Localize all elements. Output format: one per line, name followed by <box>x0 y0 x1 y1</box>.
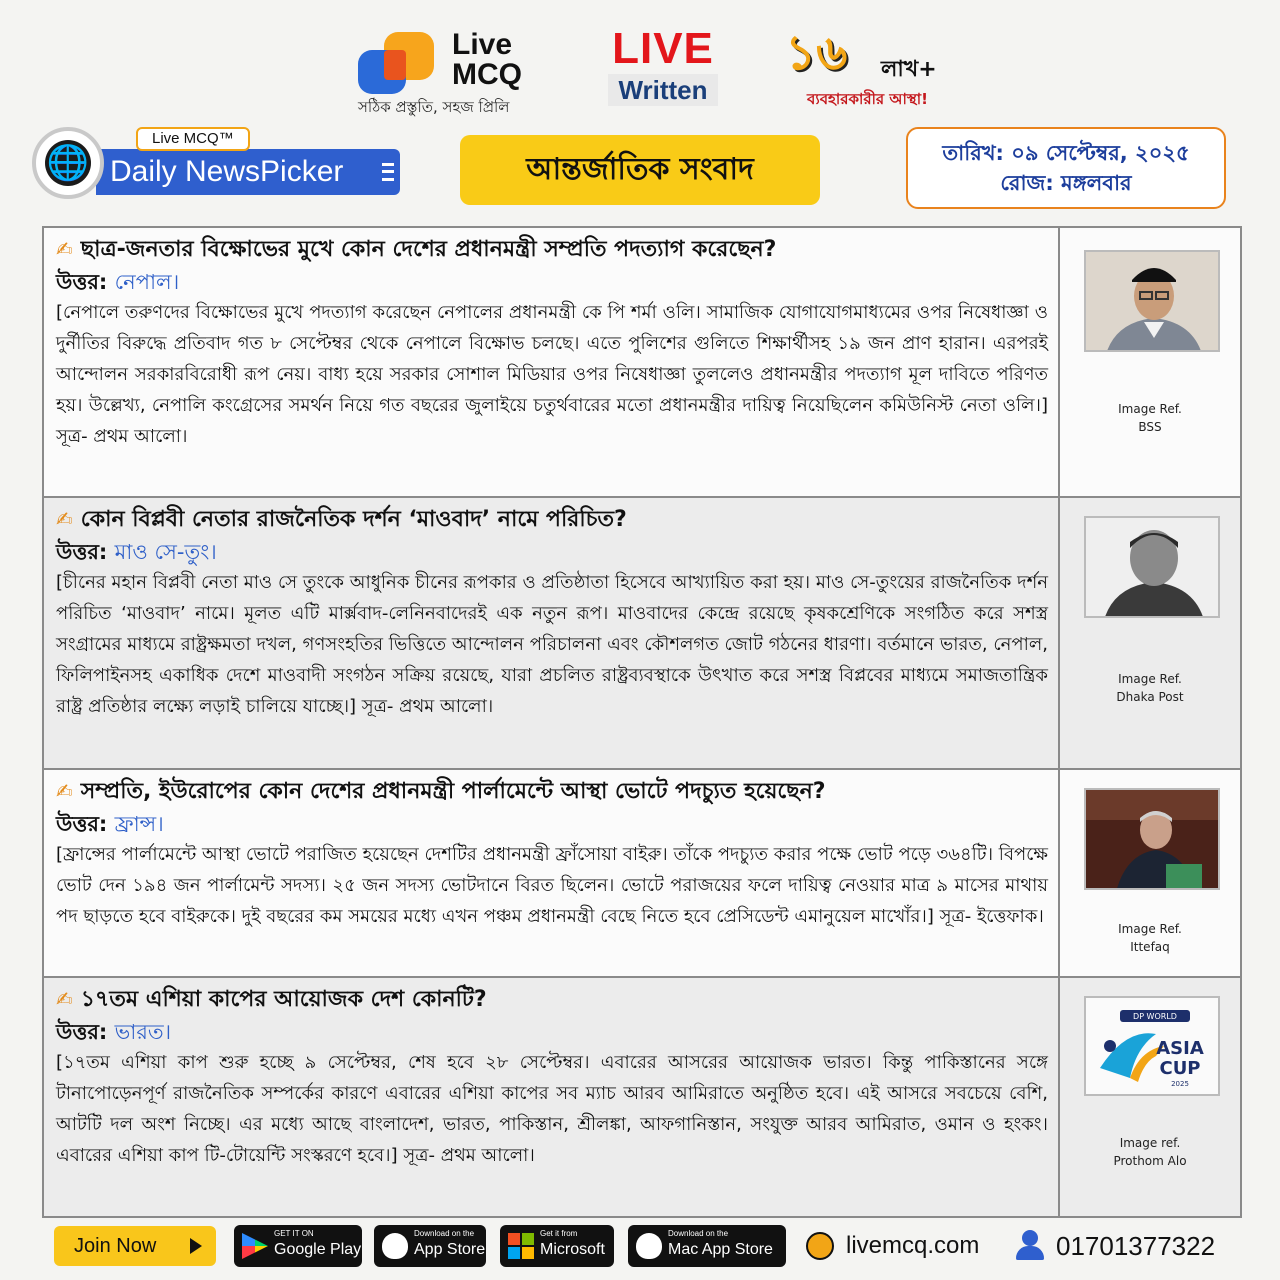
users-caption: ব্যবহারকারীর আস্থা! <box>807 90 929 108</box>
brand-tagline: সঠিক প্রস্তুতি, সহজ প্রিলি <box>358 98 510 116</box>
image-ref: Image ref. Prothom Alo <box>1113 1136 1187 1168</box>
image-ref: Image Ref. Dhaka Post <box>1116 672 1184 704</box>
detail-text: [১৭তম এশিয়া কাপ শুরু হচ্ছে ৯ সেপ্টেম্বর, শেষ হবে ২৮ সেপ্টেম্বর। এবারের আসরের আয়োজক ভারত। কিন্তু পাকিস্তানের সঙ্গে টানাপোড়েনপূর্ণ রাজনৈতিক সম্পর্কের কারণে এবারের এশিয়া কাপের সব ম্যাচ আরব আমিরাতে অনুষ্ঠিত হবে। এই আসরে সবচেয়ে বেশি, আটটি দল অংশ নিচ্ছে। এর মধ্যে আছে বাংলাদেশ, ভারত, পাকিস্তান, শ্রীলঙ্কা, আফগানিস্তান, সংযুক্ত আরব আমিরাত, ওমান ও হংকং। এবারের এশিয়া কাপ টি-টোয়েন্টি সংস্করণে হবে।] সূত্র- প্রথম আলো। <box>56 1052 1048 1166</box>
writing-hand-icon: ✍ <box>56 779 73 803</box>
news-photo <box>1084 250 1220 352</box>
users-badge <box>785 24 937 108</box>
question: ✍ কোন বিপ্লবী নেতার রাজনৈতিক দর্শন ‘মাওবাদ’ নামে পরিচিত? <box>56 502 1048 537</box>
users-unit: লাখ+ <box>881 57 937 82</box>
answer-value: নেপাল। <box>114 270 180 294</box>
answer: উত্তর: মাও সে-তুং। <box>56 540 217 564</box>
news-item <box>44 228 1240 498</box>
writing-hand-icon: ✍ <box>56 987 73 1011</box>
written-label: Written <box>608 74 718 106</box>
writing-hand-icon: ✍ <box>56 237 73 261</box>
image-cell <box>1060 498 1240 768</box>
footer <box>0 1222 1280 1272</box>
news-item <box>44 498 1240 770</box>
news-text-cell <box>44 770 1060 976</box>
svg-text:CUP: CUP <box>1159 1058 1201 1079</box>
date-line: তারিখ: ০৯ সেপ্টেম্বর, ২০২৫ <box>942 141 1190 165</box>
title-row <box>0 125 1280 215</box>
question: ✍ সম্প্রতি, ইউরোপের কোন দেশের প্রধানমন্ত্রী পার্লামেন্টে আস্থা ভোটে পদচ্যুত হয়েছেন? <box>56 774 1048 809</box>
newspicker-badge <box>32 127 400 199</box>
support-agent-icon <box>1014 1230 1044 1262</box>
phone-number[interactable]: 01701377322 <box>1014 1228 1215 1264</box>
live-label: LIVE <box>612 24 714 73</box>
live-written-badge <box>608 26 718 106</box>
detail-text: [নেপালে তরুণদের বিক্ষোভের মুখে পদত্যাগ করেছেন নেপালের প্রধানমন্ত্রী কে পি শর্মা ওলি। সামাজিক যোগাযোগমাধ্যমের ওপর নিষেধাজ্ঞা ও দুর্নীতির বিরুদ্ধে প্রতিবাদ গত ৮ সেপ্টেম্বর থেকে নেপালে বিক্ষোভ চলছে। এতে পুলিশের গুলিতে শিক্ষার্থীসহ ১৯ জন প্রাণ হারান। এরপরই আন্দোলন সরকারবিরোধী রূপ নেয়। বাধ্য হয়ে সরকার সোশাল মিডিয়ার ওপর নিষেধাজ্ঞা তুললেও প্রধানমন্ত্রীর পদত্যাগ মূল দাবিতে পরিণত হয়। উল্লেখ্য, নেপালি কংগ্রেসের সমর্থন নিয়ে গত বছরের জুলাইয়ে চতুর্থবারের মতো প্রধানমন্ত্রীর দায়িত্ব নিয়েছিলেন কমিউনিস্ট নেতা ওলি।] সূত্র- প্রথম আলো। <box>56 302 1048 447</box>
image-cell <box>1060 978 1240 1216</box>
news-text-cell <box>44 228 1060 496</box>
image-cell <box>1060 770 1240 976</box>
users-count: ১৬ <box>785 25 848 81</box>
svg-text:DP WORLD: DP WORLD <box>1133 1012 1177 1021</box>
apple-icon <box>636 1233 662 1259</box>
answer: উত্তর: ভারত। <box>56 1020 172 1044</box>
answer-value: ভারত। <box>114 1020 172 1044</box>
news-photo <box>1084 516 1220 618</box>
website-link[interactable]: livemcq.com <box>806 1228 979 1264</box>
image-ref: Image Ref. Ittefaq <box>1118 922 1182 954</box>
menu-lines-icon <box>382 163 394 181</box>
image-ref: Image Ref. BSS <box>1118 402 1182 434</box>
news-text-cell <box>44 978 1060 1216</box>
newspicker-top-label: Live MCQ™ <box>136 127 250 151</box>
news-table <box>42 226 1242 1218</box>
app-store-button[interactable]: Download on the App Store <box>374 1225 486 1267</box>
brand-name: Live MCQ <box>452 28 522 91</box>
mac-app-store-button[interactable]: Download on the Mac App Store <box>628 1225 786 1267</box>
svg-text:ASIA: ASIA <box>1156 1038 1204 1059</box>
join-now-button[interactable]: Join Now <box>54 1226 216 1266</box>
question: ✍ ১৭তম এশিয়া কাপের আয়োজক দেশ কোনটি? <box>56 982 1048 1017</box>
google-play-icon <box>242 1233 268 1259</box>
google-play-button[interactable]: GET IT ON Google Play <box>234 1225 362 1267</box>
answer: উত্তর: ফ্রান্স। <box>56 812 164 836</box>
news-item <box>44 770 1240 978</box>
newspicker-title-bar <box>96 149 400 195</box>
globe-icon <box>806 1232 834 1260</box>
answer-value: ফ্রান্স। <box>114 812 164 836</box>
detail-text: [ফ্রান্সের পার্লামেন্টে আস্থা ভোটে পরাজিত হয়েছেন দেশটির প্রধানমন্ত্রী ফ্রাঁসোয়া বাইরু। তাঁকে পদচ্যুত করার পক্ষে ভোট পড়ে ৩৬৪টি। বিপক্ষে ভোট দেন ১৯৪ জন পার্লামেন্ট সদস্য। ২৫ জন সদস্য ভোটদানে বিরত ছিলেন। ভোটে পরাজয়ের ফলে দায়িত্ব নেওয়ার মাত্র ৯ মাসের মাথায় পদ ছাড়তে হবে বাইরুকে। দুই বছরের কম সময়ের মধ্যে এখন পঞ্চম প্রধানমন্ত্রী বেছে নিতে হবে প্রেসিডেন্ট এমানুয়েল মাখোঁর।] সূত্র- ইত্তেফাক। <box>56 844 1048 927</box>
answer: উত্তর: নেপাল। <box>56 270 180 294</box>
news-text-cell <box>44 498 1060 768</box>
image-cell <box>1060 228 1240 496</box>
svg-text:2025: 2025 <box>1171 1080 1189 1088</box>
apple-icon <box>382 1233 408 1259</box>
date-box <box>906 127 1226 209</box>
microsoft-icon <box>508 1233 534 1259</box>
question: ✍ ছাত্র-জনতার বিক্ষোভের মুখে কোন দেশের প্রধানমন্ত্রী সম্প্রতি পদত্যাগ করেছেন? <box>56 232 1048 267</box>
news-photo <box>1084 788 1220 890</box>
writing-hand-icon: ✍ <box>56 507 73 531</box>
news-item <box>44 978 1240 1216</box>
news-globe-icon: 🌐 <box>32 127 104 199</box>
answer-value: মাও সে-তুং। <box>114 540 217 564</box>
asia-cup-logo-icon <box>1084 996 1220 1096</box>
microsoft-store-button[interactable]: Get it from Microsoft <box>500 1225 614 1267</box>
day-line: রোজ: মঙ্গলবার <box>1000 171 1132 195</box>
detail-text: [চীনের মহান বিপ্লবী নেতা মাও সে তুংকে আধুনিক চীনের রূপকার ও প্রতিষ্ঠাতা হিসেবে আখ্যায়িত করা হয়। মাও সে-তুংয়ের রাজনৈতিক দর্শন পরিচিত ‘মাওবাদ’ নামে। মূলত এটি মার্ক্সবাদ-লেনিনবাদেরই এক নতুন রূপ। মাওবাদের কেন্দ্রে রয়েছে কৃষকশ্রেণিকে সংগঠিত করে সশস্ত্র সংগ্রামের মাধ্যমে রাষ্ট্রক্ষমতা দখল, গণসংহতির ভিত্তিতে আন্দোলন পরিচালনা এবং কৌশলগত জোট গঠনের ধারণা। বর্তমানে ভারত, নেপাল, ফিলিপাইনসহ একাধিক দেশে মাওবাদী সংগঠন সক্রিয় রয়েছে, যারা প্রচলিত রাষ্ট্রব্যবস্থাকে উৎখাত করে সশস্ত্র বিপ্লবের মাধ্যমে সমাজতান্ত্রিক রাষ্ট্র প্রতিষ্ঠার লক্ষ্যে লড়াই চালিয়ে যাচ্ছে।] সূত্র- প্রথম আলো। <box>56 572 1048 717</box>
newspicker-title: Daily NewsPicker <box>110 155 344 188</box>
play-arrow-icon <box>190 1238 202 1254</box>
section-title: আন্তর্জাতিক সংবাদ <box>460 135 820 205</box>
livemcq-logo-icon <box>358 32 438 96</box>
brand-row <box>0 22 1280 122</box>
